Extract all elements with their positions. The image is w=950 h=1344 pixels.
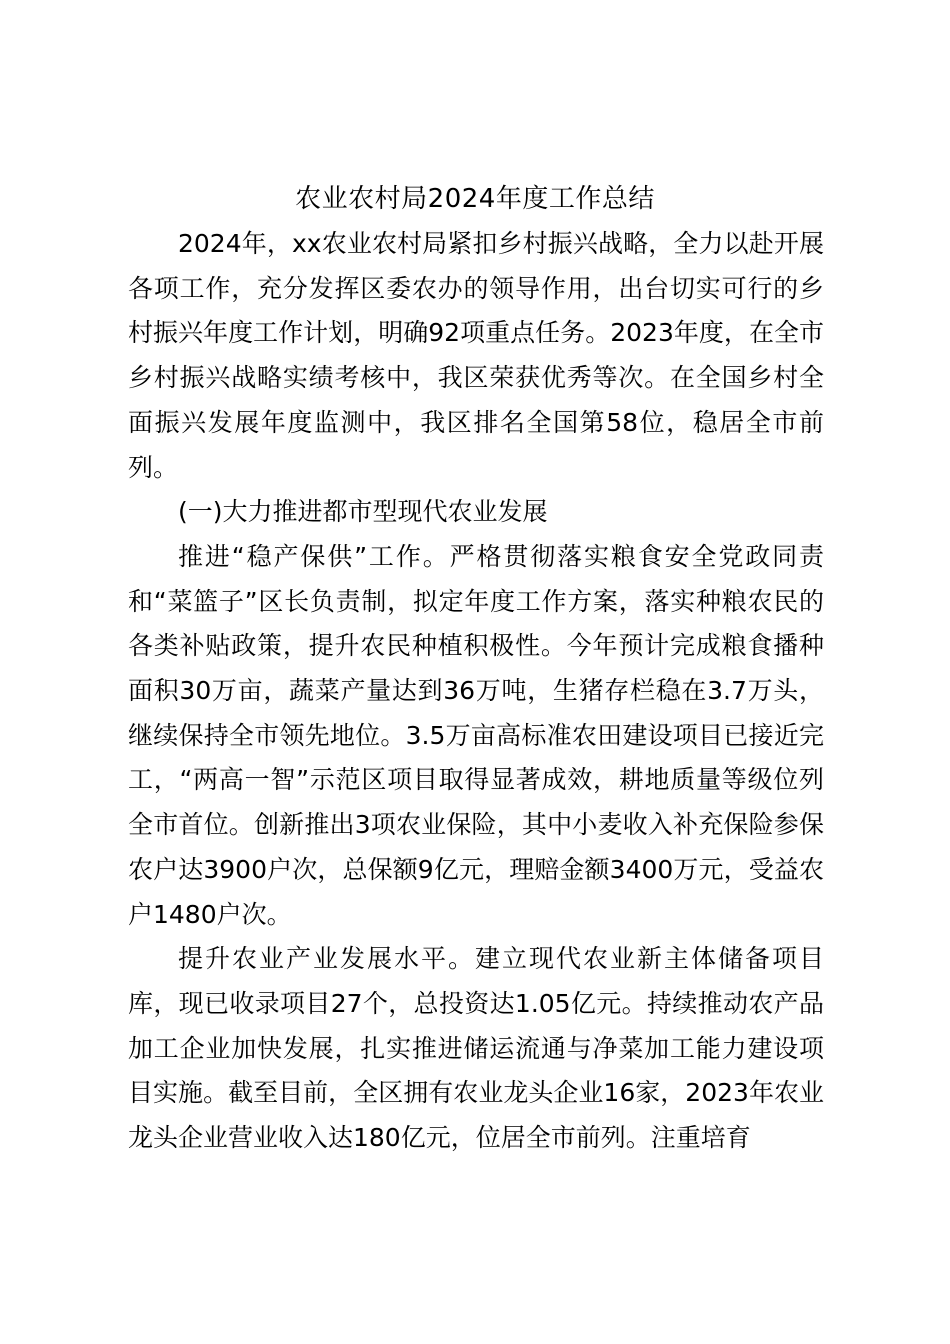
paragraph-industry-development: 提升农业产业发展水平。建立现代农业新主体储备项目库，现已收录项目27个，总投资达1.05亿元。持续推动农产品加工企业加快发展，扎实推进储运流通与净菜加工能力建设项目实施。截至目前，全区拥有农业龙头企业16家，2023年农业龙头企业营业收入达180亿元，位居全市前列。注重培育	[128, 944, 824, 1153]
document-title: 农业农村局2024年度工作总结	[295, 184, 655, 214]
paragraph-intro: 2024年，xx农业农村局紧扣乡村振兴战略，全力以赴开展各项工作，充分发挥区委农办的领导作用，出台切实可行的乡村振兴年度工作计划，明确92项重点任务。2023年度，在全市乡村振兴战略实绩考核中，我区荣获优秀等次。在全国乡村全面振兴发展年度监测中，我区排名全国第58位，稳居全市前列。	[128, 229, 824, 482]
paragraph-stable-supply: 推进“稳产保供”工作。严格贯彻落实粮食安全党政同责和“菜篮子”区长负责制，拟定年度工作方案，落实种粮农民的各类补贴政策，提升农民种植积极性。今年预计完成粮食播种面积30万亩，蔬菜产量达到36万吨，生猪存栏稳在3.7万头，继续保持全市领先地位。3.5万亩高标准农田建设项目已接近完工，“两高一智”示范区项目取得显著成效，耕地质量等级位列全市首位。创新推出3项农业保险，其中小麦收入补充保险参保农户达3900户次，总保额9亿元，理赔金额3400万元，受益农户1480户次。	[128, 541, 824, 929]
section-heading: (一)大力推进都市型现代农业发展	[178, 497, 548, 527]
document-body	[128, 222, 824, 1161]
